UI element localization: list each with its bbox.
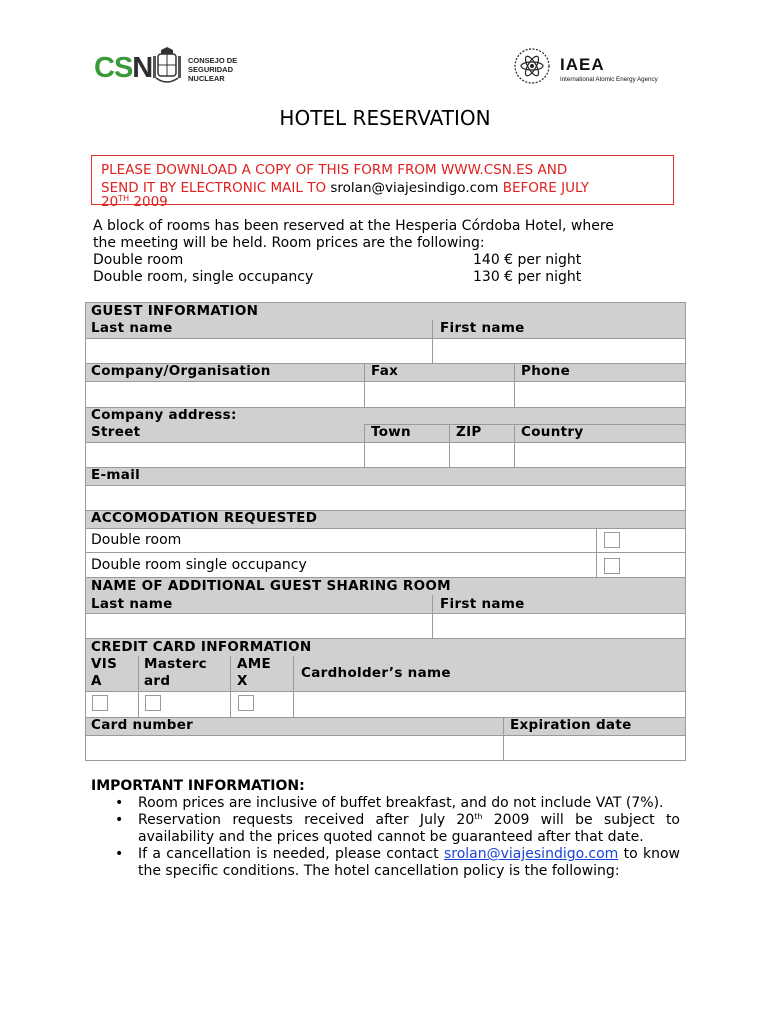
company-label: Company/Organisation	[91, 363, 271, 379]
amex-label: AME X	[237, 656, 272, 689]
mastercard-checkbox[interactable]	[145, 695, 161, 711]
zip-label: ZIP	[456, 424, 482, 440]
list-item	[115, 812, 680, 846]
iaea-abbrev: IAEA	[560, 55, 605, 74]
email-field[interactable]	[85, 485, 686, 511]
csn-logo	[94, 44, 269, 88]
price-value: 130 € per night	[473, 269, 582, 285]
first-name-label: First name	[440, 320, 525, 336]
page-title: HOTEL RESERVATION	[279, 106, 491, 130]
price-room: Double room, single occupancy	[93, 269, 314, 285]
bullet-text: Room prices are inclusive of buffet breakfast, and do not include VAT (7%).	[138, 795, 664, 811]
bullet-dot: •	[115, 846, 124, 862]
amex-checkbox[interactable]	[238, 695, 254, 711]
fax-label: Fax	[371, 363, 399, 379]
credit-card-header: CREDIT CARD INFORMATION	[91, 639, 312, 655]
bullet-text: 2009 will be subject to availability and the prices quoted cannot be guaranteed after that date.	[138, 812, 681, 845]
email-label-row	[85, 467, 686, 486]
price-value: 140 € per night	[473, 252, 582, 268]
street-label: Street	[91, 424, 141, 440]
email-label: E-mail	[91, 467, 141, 483]
additional-last-name-label: Last name	[91, 596, 173, 612]
visa-label: VIS A	[91, 656, 118, 689]
double-room-checkbox[interactable]	[604, 532, 620, 548]
company-address-label: Company address:	[91, 407, 237, 423]
bullet-superscript: th	[474, 812, 483, 821]
additional-guest-header: NAME OF ADDITIONAL GUEST SHARING ROOM	[91, 578, 451, 594]
coat-of-arms-icon	[152, 46, 182, 86]
iaea-full-name: International Atomic Energy Agency	[560, 76, 658, 83]
iaea-atom-emblem-icon	[512, 46, 552, 86]
last-name-field[interactable]	[85, 338, 433, 364]
intro-line-2: the meeting will be held. Room prices are the following:	[93, 235, 485, 251]
card-number-field[interactable]	[85, 735, 504, 761]
download-notice	[91, 155, 674, 210]
accommodation-header: ACCOMODATION REQUESTED	[91, 510, 318, 526]
additional-last-name-field[interactable]	[85, 613, 433, 639]
expiration-label: Expiration date	[510, 717, 632, 733]
company-field[interactable]	[85, 381, 365, 408]
price-room: Double room	[93, 252, 184, 268]
price-row	[93, 252, 688, 269]
town-field[interactable]	[364, 442, 450, 468]
cardholder-field[interactable]	[293, 691, 686, 718]
first-name-field[interactable]	[432, 338, 686, 364]
notice-line-3: 20TH 2009	[101, 194, 168, 210]
intro-text	[93, 218, 688, 286]
phone-label: Phone	[521, 363, 571, 379]
important-header: IMPORTANT INFORMATION:	[91, 778, 305, 794]
intro-line-1: A block of rooms has been reserved at the Hesperia Córdoba Hotel, where	[93, 218, 614, 234]
fax-field[interactable]	[364, 381, 515, 408]
town-label: Town	[371, 424, 411, 440]
additional-first-name-label: First name	[440, 596, 525, 612]
guest-info-header: GUEST INFORMATION	[91, 303, 259, 319]
important-list	[115, 795, 680, 880]
double-room-label: Double room	[91, 532, 182, 548]
additional-first-name-field[interactable]	[432, 613, 686, 639]
visa-checkbox[interactable]	[92, 695, 108, 711]
single-occupancy-checkbox[interactable]	[604, 558, 620, 574]
contact-email-link[interactable]: srolan@viajesindigo.com	[443, 846, 619, 862]
last-name-label: Last name	[91, 320, 173, 336]
bullet-text: Reservation requests received after July 20	[138, 812, 475, 828]
country-field[interactable]	[514, 442, 686, 468]
notice-email: srolan@viajesindigo.com	[330, 180, 499, 196]
mastercard-label: Masterc ard	[144, 656, 207, 689]
cardholder-label: Cardholder’s name	[301, 665, 451, 681]
bullet-text: If a cancellation is needed, please contact	[138, 846, 444, 862]
country-label: Country	[521, 424, 584, 440]
list-item	[115, 795, 680, 812]
single-occupancy-label: Double room single occupancy	[91, 557, 307, 573]
phone-field[interactable]	[514, 381, 686, 408]
csn-name: CONSEJO DE SEGURIDAD NUCLEAR	[188, 56, 238, 83]
zip-field[interactable]	[449, 442, 515, 468]
street-field[interactable]	[85, 442, 365, 468]
card-number-label: Card number	[91, 717, 194, 733]
bullet-dot: •	[115, 795, 124, 811]
notice-line-2: SEND IT BY ELECTRONIC MAIL TO srolan@viajesindigo.com BEFORE JULY	[101, 180, 589, 196]
csn-abbrev: CSN	[94, 52, 153, 84]
expiration-field[interactable]	[503, 735, 686, 761]
iaea-logo	[512, 46, 682, 86]
notice-line-1: PLEASE DOWNLOAD A COPY OF THIS FORM FROM WWW.CSN.ES AND	[101, 162, 568, 178]
list-item	[115, 846, 680, 880]
price-row	[93, 269, 688, 286]
bullet-dot: •	[115, 812, 124, 828]
bullet-text: to know the specific conditions. The hotel cancellation policy is the following:	[138, 846, 680, 879]
